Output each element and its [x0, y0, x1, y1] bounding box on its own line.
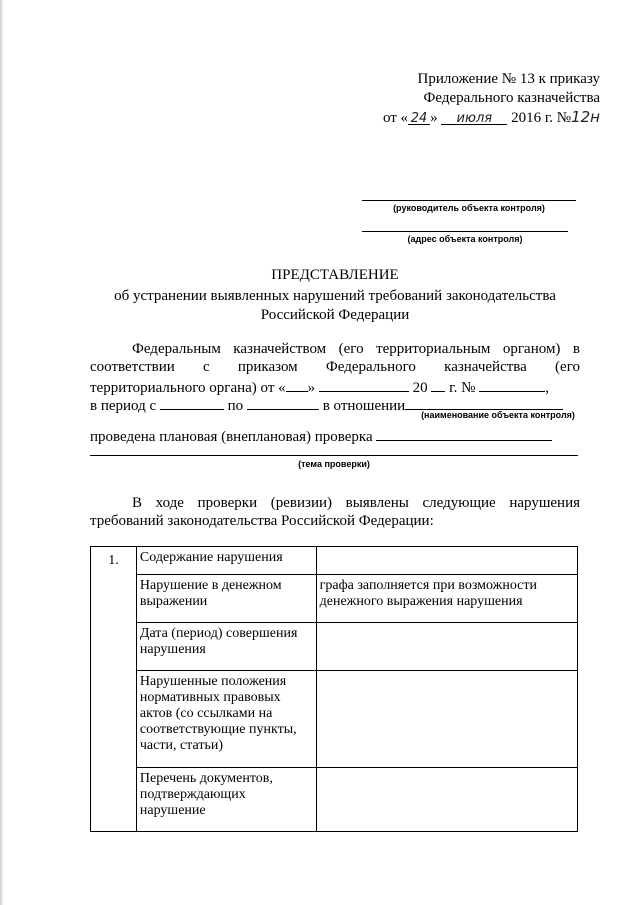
date-month: июля — [441, 110, 507, 125]
inspection-label: проведена плановая (внеплановая) проверка — [90, 429, 373, 445]
table-row — [91, 768, 578, 832]
row-label-provisions: Нарушенные положения нормативных правовых актов (со ссылками на соответствующие пункты, части, статьи) — [136, 671, 316, 768]
p1-line-3 — [90, 377, 580, 397]
table-row — [91, 575, 578, 623]
document-subtitle-1: об устранении выявленных нарушений требований законодательства — [114, 288, 556, 304]
object-blank[interactable] — [405, 395, 563, 410]
row-label-date: Дата (период) совершения нарушения — [136, 623, 316, 671]
order-year-prefix: 20 — [412, 380, 428, 396]
row-label-amount: Нарушение в денежном выражении — [136, 575, 316, 623]
p2-line-2: требований законодательства Российской Федерации: — [90, 513, 434, 529]
head-label: (руководитель объекта контроля) — [393, 203, 545, 213]
date-day: 24 — [408, 110, 430, 125]
address-blank-line — [362, 231, 568, 232]
p1-line-1: Федеральным казначейством (его территориальным органом) в — [132, 341, 580, 357]
order-number-label: г. № — [449, 380, 476, 396]
document-subtitle-2: Российской Федерации — [260, 307, 410, 323]
order-month-blank[interactable] — [319, 377, 409, 392]
table-row — [91, 671, 578, 768]
order-number-blank[interactable] — [479, 377, 545, 392]
period-to-blank[interactable] — [247, 395, 319, 410]
row-value-documents[interactable] — [316, 768, 577, 832]
table-row — [91, 623, 578, 671]
appendix-date-line — [340, 108, 600, 127]
table-row — [91, 547, 578, 575]
period-from-blank[interactable] — [160, 395, 224, 410]
order-number: 12н — [571, 108, 600, 126]
row-label-documents: Перечень документов, подтверждающих нарушение — [136, 768, 316, 832]
head-blank-line — [362, 200, 576, 201]
order-day-blank[interactable] — [286, 377, 308, 392]
topic-label: (тема проверки) — [298, 459, 370, 469]
order-comma: , — [545, 380, 549, 396]
topic-blank-line — [90, 455, 578, 456]
order-date-mid: » — [307, 380, 316, 396]
order-date-prefix: территориального органа) от « — [90, 380, 286, 396]
period-from-label: в период с — [90, 398, 157, 414]
row-value-date[interactable] — [316, 623, 577, 671]
p1-line-2: соответствии с приказом Федерального казначейства (его — [90, 359, 580, 375]
p1-line-5 — [90, 426, 580, 446]
document-title: ПРЕДСТАВЛЕНИЕ — [271, 267, 399, 283]
address-label: (адрес объекта контроля) — [407, 234, 523, 244]
row-value-content[interactable] — [316, 547, 577, 575]
appendix-line-1: Приложение № 13 к приказу — [417, 71, 600, 87]
p2-line-1: В ходе проверки (ревизии) выявлены следующие нарушения — [132, 495, 580, 511]
order-year-blank[interactable] — [431, 377, 445, 392]
date-mid: » — [430, 110, 438, 126]
row-label-content: Содержание нарушения — [136, 547, 316, 575]
period-to-label: по — [227, 398, 244, 414]
inspection-blank[interactable] — [376, 426, 552, 441]
appendix-line-2: Федерального казначейства — [423, 90, 600, 106]
row-value-amount[interactable]: графа заполняется при возможности денежного выражения нарушения — [316, 575, 577, 623]
date-year-text: 2016 г. № — [511, 110, 572, 126]
scan-edge — [0, 0, 4, 905]
in-relation-label: в отношении — [322, 398, 406, 414]
row-value-provisions[interactable] — [316, 671, 577, 768]
date-prefix: от « — [382, 110, 409, 126]
violation-number: 1. — [91, 547, 137, 832]
violations-table — [90, 546, 578, 832]
object-label: (наименование объекта контроля) — [421, 410, 575, 420]
